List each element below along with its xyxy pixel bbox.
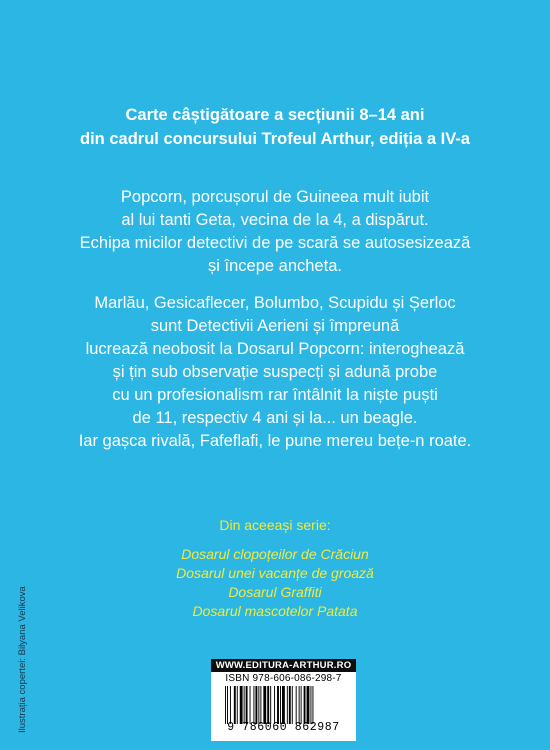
series-title: Dosarul clopoțeilor de Crăciun (181, 546, 369, 562)
blurb-line: și țin sub observație suspecți și adună probe (112, 363, 438, 381)
barcode-box (211, 659, 356, 741)
blurb-line: și începe ancheta. (208, 257, 342, 275)
blurb-line: Popcorn, porcușorul de Guineea mult iubit (120, 188, 430, 206)
series-heading: Din aceeași serie: (219, 517, 331, 533)
blurb-line: de 11, respectiv 4 ani și la... un beagle. (132, 409, 418, 427)
blurb-line: sunt Detectivii Aerieni și împreună (150, 317, 400, 335)
blurb-line: cu un profesionalism rar întâlnit la niște puști (112, 386, 438, 404)
barcode-bars (221, 686, 347, 724)
barcode-digits: 9 786060 862987 (227, 721, 340, 734)
blurb-paragraph-2 (0, 292, 550, 453)
blurb-line: al lui tanti Geta, vecina de la 4, a dispărut. (121, 211, 429, 229)
series-title: Dosarul Graffiti (228, 584, 322, 600)
blurb-line: Echipa micilor detectivi de pe scară se autosesizează (79, 234, 471, 252)
publisher-url: WWW.EDITURA-ARTHUR.RO (211, 659, 356, 672)
blurb-line: Iar gașca rivală, Fafeflafi, le pune mereu bețe-n roate. (78, 432, 472, 450)
blurb-line: Marlău, Gesicaflecer, Bolumbo, Scupidu și Șerloc (94, 294, 456, 312)
award-line: din cadrul concursului Trofeul Arthur, ediția a IV-a (80, 130, 470, 148)
series-titles (0, 545, 550, 621)
series-title: Dosarul mascotelor Patata (192, 603, 358, 619)
award-line: Carte câștigătoare a secțiunii 8–14 ani (125, 106, 425, 124)
blurb-line: lucrează neobosit la Dosarul Popcorn: interoghează (85, 340, 465, 358)
series-title: Dosarul unei vacanțe de groază (176, 565, 374, 581)
award-text (0, 103, 550, 151)
blurb-paragraph-1 (0, 186, 550, 278)
series-list-section (0, 516, 550, 621)
illustration-credit: Ilustrația copertei: Bilyana Velikova (17, 586, 28, 733)
isbn-text: ISBN 978-606-086-298-7 (225, 673, 342, 684)
